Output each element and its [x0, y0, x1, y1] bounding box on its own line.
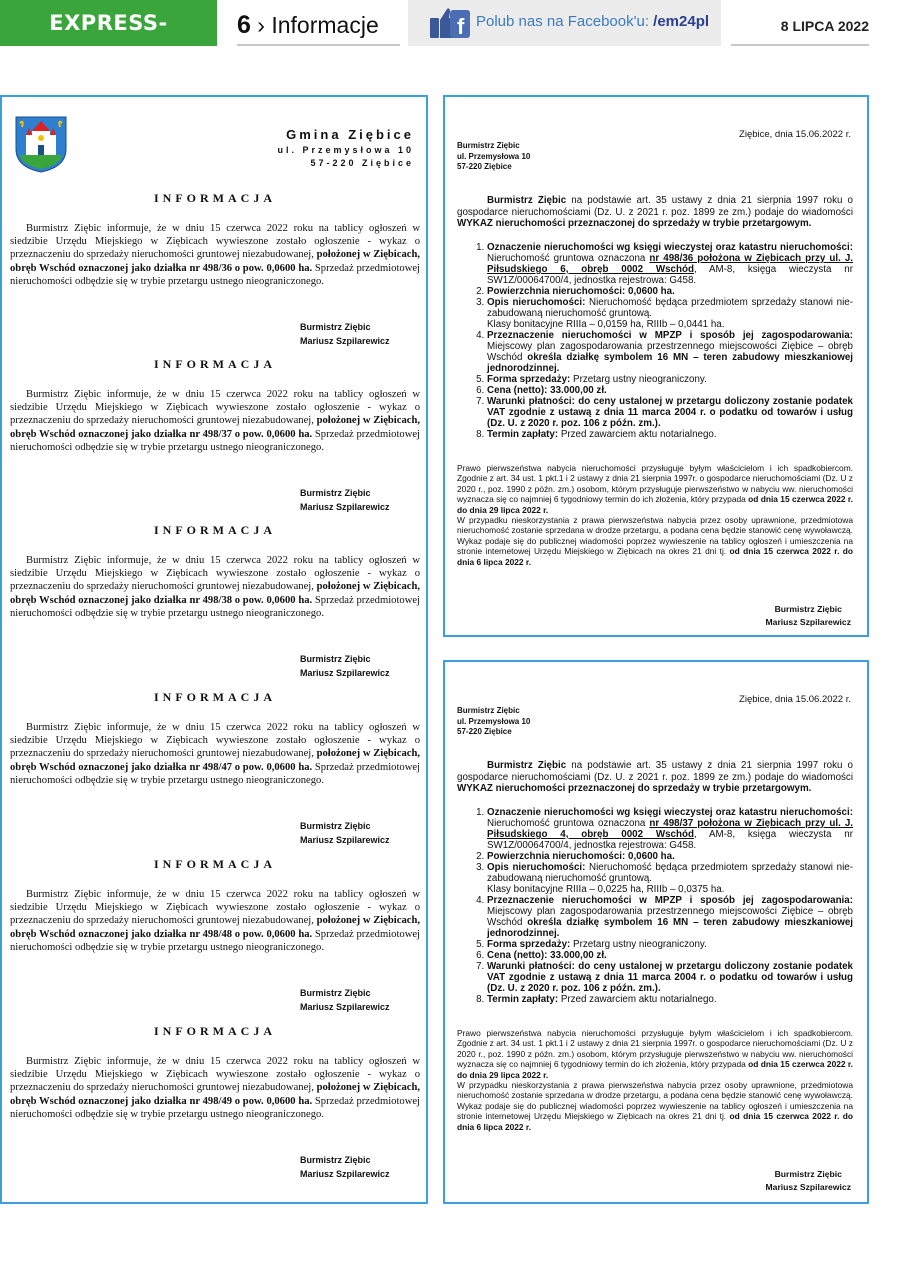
listing-item: 8. Termin zapłaty: Przed zawarciem aktu notarialnego. — [487, 994, 853, 1005]
notice-signature: Burmistrz Ziębic Mariusz Szpilarewicz — [300, 821, 390, 846]
facebook-banner[interactable] — [408, 0, 721, 46]
notice-title: INFORMACJA — [154, 690, 276, 704]
facebook-label: Polub nas na Facebook'u: — [476, 13, 649, 30]
listing-item: 5. Forma sprzedaży: Przetarg ustny nieograniczony. — [487, 374, 853, 385]
notice-signature: Burmistrz Ziębic Mariusz Szpilarewicz — [300, 654, 390, 679]
notice-signature: Burmistrz Ziębic Mariusz Szpilarewicz — [300, 988, 390, 1013]
notice-title: INFORMACJA — [154, 191, 276, 205]
listing-item: 4. Przeznaczenie nieruchomości w MPZP i sposób jej zagospodarowania: Miejscowy plan zagospodarowania przestrzennego miejscowości Ziębice – obręb Wschód określa działkę symbolem 16 MN – teren zabudowy mieszkaniowej jednorodzinnej. — [487, 895, 853, 939]
listing-items — [457, 807, 853, 1005]
listing-intro: Burmistrz Ziębic na podstawie art. 35 ustawy z dnia 21 sierpnia 1997 roku o gospodarce nieruchomościami (Dz. U. z 2021 r. poz. 1899 ze zm.) podaje do wiadomości WYKAZ nieruchomości przeznaczonej do sprzedaży w trybie przetargowym. — [457, 195, 853, 229]
listing-item: 6. Cena (netto): 33.000,00 zł. — [487, 385, 853, 396]
listing-date: Ziębice, dnia 15.06.2022 r. — [739, 694, 851, 705]
notice-title: INFORMACJA — [154, 523, 276, 537]
listing-item: 7. Warunki płatności: do ceny ustalonej w przetargu doliczony zostanie podatek VAT zgodnie z ustawą z dnia 11 marca 2004 r. o podatku od towarów i usług (Dz. U. z 2020 r. poz. 106 z późn. zm.). — [487, 396, 853, 429]
section-arrow: › — [257, 12, 265, 38]
notice-body: Burmistrz Ziębic informuje, że w dniu 15 czerwca 2022 roku na tablicy ogłoszeń w siedzibie Urzędu Miejskiego w Ziębicach wywieszone zostało ogłoszenie - wykaz o przeznaczeniu do sprzedaży nieruchomości gruntowej niezabudowanej, położonej w Ziębicach, obręb Wschód oznaczonej jako działka nr 498/38 o pow. 0,0600 ha. Sprzedaż przedmiotowej nieruchomości odbędzie się w trybie przetargu ustnego nieograniczonego. — [10, 555, 420, 619]
issue-date: 8 LIPCA 2022 — [731, 8, 869, 46]
listing-item: 3. Opis nieruchomości: Nieruchomość będąca przedmiotem sprzedaży stanowi nie-zabudowaną nieruchomość gruntową. Klasy bonitacyjne RIIIa – 0,0225 ha, RIIIb – 0,0375 ha. — [487, 862, 853, 895]
listing-item: 4. Przeznaczenie nieruchomości w MPZP i sposób jej zagospodarowania: Miejscowy plan zagospodarowania przestrzennego miejscowości Ziębice – obręb Wschód określa działkę symbolem 16 MN – teren zabudowy mieszkaniowej jednorodzinnej. — [487, 330, 853, 374]
notice-title: INFORMACJA — [154, 1024, 276, 1038]
listing-address: Burmistrz Ziębic ul. Przemysłowa 10 57-220 Ziębice — [457, 141, 531, 171]
left-notices-panel — [0, 95, 428, 1204]
coat-of-arms-icon — [14, 115, 68, 173]
notice-body: Burmistrz Ziębic informuje, że w dniu 15 czerwca 2022 roku na tablicy ogłoszeń w siedzibie Urzędu Miejskiego w Ziębicach wywieszone zostało ogłoszenie - wykaz o przeznaczeniu do sprzedaży nieruchomości gruntowej niezabudowanej, położonej w Ziębicach, obręb Wschód oznaczonej jako działka nr 498/49 o pow. 0,0600 ha. Sprzedaż przedmiotowej nieruchomości odbędzie się w trybie przetargu ustnego nieograniczonego. — [10, 1056, 420, 1120]
notice-body: Burmistrz Ziębic informuje, że w dniu 15 czerwca 2022 roku na tablicy ogłoszeń w siedzibie Urzędu Miejskiego w Ziębicach wywieszone zostało ogłoszenie - wykaz o przeznaczeniu do sprzedaży nieruchomości gruntowej niezabudowanej, położonej w Ziębicach, obręb Wschód oznaczonej jako działka nr 498/37 o pow. 0,0600 ha. Sprzedaż przedmiotowej nieruchomości odbędzie się w trybie przetargu ustnego nieograniczonego. — [10, 389, 420, 453]
svg-text:f: f — [457, 14, 465, 39]
listing-date: Ziębice, dnia 15.06.2022 r. — [739, 129, 851, 140]
pre-emption-paragraph: Prawo pierwszeństwa nabycia nieruchomości przysługuje byłym właścicielom i ich spadkobiercom. Zgodnie z art. 34 ust. 1 pkt.1 i 2 ustawy z dnia 21 sierpnia 1997r. o gospodarce nieruchomościami (Dz. U z 2020 r., poz. 1990 z późn. zm.) osobom, którym przysługuje pierwszeństwo w nabyciu ww. nieruchomości wyznacza się co najmniej 6 tygodniowy termin do ich złożenia, który przypada od dnia 15 czerwca 2022 r. do dnia 29 lipca 2022 r. W przypadku nieskorzystania z prawa pierwszeństwa nabycia przez osoby uprawnione, przedmiotowa nieruchomość zostanie sprzedana w drodze przetargu, a podana cena będzie stanowić cenę wywoławczą. Wykaz podaje się do publicznej wiadomości poprzez wywieszenie na tablicy ogłoszeń i umieszczenia na stronie internetowej Urzędu Miejskiego w Ziębicach na okres 21 dni tj. od dnia 15 czerwca 2022 r. do dnia 6 lipca 2022 r. — [457, 463, 854, 567]
gmina-name: Gmina Ziębice — [286, 127, 414, 142]
property-listing-panel — [443, 660, 869, 1204]
notice-title: INFORMACJA — [154, 357, 276, 371]
section-title: Informacje — [271, 12, 379, 38]
listing-item: 3. Opis nieruchomości: Nieruchomość będąca przedmiotem sprzedaży stanowi nie-zabudowaną nieruchomość gruntową. Klasy bonitacyjne RIIIa – 0,0159 ha, RIIIb – 0,0441 ha. — [487, 297, 853, 330]
listing-item: 5. Forma sprzedaży: Przetarg ustny nieograniczony. — [487, 939, 853, 950]
listing-signature: Burmistrz Ziębic Mariusz Szpilarewicz — [765, 1169, 851, 1192]
listing-item: 1. Oznaczenie nieruchomości wg księgi wieczystej oraz katastru nieruchomości: Nieruchomość gruntowa oznaczona nr 498/37 położona w Ziębicach przy ul. J. Piłsudskiego 4, obręb 0002 Wschód, AM-8, księga wieczysta nr SW1Z/00064700/4, jednostka rejestrowa: G458. — [487, 807, 853, 851]
notice-signature: Burmistrz Ziębic Mariusz Szpilarewicz — [300, 1155, 390, 1180]
notice-body: Burmistrz Ziębic informuje, że w dniu 15 czerwca 2022 roku na tablicy ogłoszeń w siedzibie Urzędu Miejskiego w Ziębicach wywieszone zostało ogłoszenie - wykaz o przeznaczeniu do sprzedaży nieruchomości gruntowej niezabudowanej, położonej w Ziębicach, obręb Wschód oznaczonej jako działka nr 498/36 o pow. 0,0600 ha. Sprzedaż przedmiotowej nieruchomości odbędzie się w trybie przetargu ustnego nieograniczonego. — [10, 223, 420, 287]
site-logo[interactable]: EXPRESS-MIEJSKI.PL — [0, 0, 217, 46]
notice-signature: Burmistrz Ziębic Mariusz Szpilarewicz — [300, 488, 390, 513]
facebook-text — [476, 13, 709, 30]
notice-body: Burmistrz Ziębic informuje, że w dniu 15 czerwca 2022 roku na tablicy ogłoszeń w siedzibie Urzędu Miejskiego w Ziębicach wywieszone zostało ogłoszenie - wykaz o przeznaczeniu do sprzedaży nieruchomości gruntowej niezabudowanej, położonej w Ziębicach, obręb Wschód oznaczonej jako działka nr 498/47 o pow. 0,0600 ha. Sprzedaż przedmiotowej nieruchomości odbędzie się w trybie przetargu ustnego nieograniczonego. — [10, 722, 420, 786]
section-header — [237, 8, 400, 46]
notice-signature: Burmistrz Ziębic Mariusz Szpilarewicz — [300, 322, 390, 347]
listing-item: 7. Warunki płatności: do ceny ustalonej w przetargu doliczony zostanie podatek VAT zgodnie z ustawą z dnia 11 marca 2004 r. o podatku od towarów i usług (Dz. U. z 2020 r. poz. 106 z późn. zm.). — [487, 961, 853, 994]
facebook-like-icon — [430, 6, 470, 40]
information-notice — [10, 523, 420, 680]
notice-body: Burmistrz Ziębic informuje, że w dniu 15 czerwca 2022 roku na tablicy ogłoszeń w siedzibie Urzędu Miejskiego w Ziębicach wywieszone zostało ogłoszenie - wykaz o przeznaczeniu do sprzedaży nieruchomości gruntowej niezabudowanej, położonej w Ziębicach, obręb Wschód oznaczonej jako działka nr 498/48 o pow. 0,0600 ha. Sprzedaż przedmiotowej nieruchomości odbędzie się w trybie przetargu ustnego nieograniczonego. — [10, 889, 420, 953]
gmina-address-line2: 57-220 Ziębice — [310, 158, 414, 168]
listing-item: 2. Powierzchnia nieruchomości: 0,0600 ha. — [487, 851, 853, 862]
listing-signature: Burmistrz Ziębic Mariusz Szpilarewicz — [765, 604, 851, 627]
information-notice — [10, 1024, 420, 1181]
listing-item: 6. Cena (netto): 33.000,00 zł. — [487, 950, 853, 961]
property-listing-panel — [443, 95, 869, 637]
gmina-heading — [277, 127, 414, 168]
information-notice — [10, 857, 420, 1014]
facebook-handle[interactable]: /em24pl — [653, 13, 710, 30]
notice-title: INFORMACJA — [154, 857, 276, 871]
page-number: 6 — [237, 11, 251, 39]
information-notice — [10, 191, 420, 348]
listing-address: Burmistrz Ziębic ul. Przemysłowa 10 57-220 Ziębice — [457, 706, 531, 736]
listing-items — [457, 242, 853, 440]
pre-emption-paragraph: Prawo pierwszeństwa nabycia nieruchomości przysługuje byłym właścicielom i ich spadkobiercom. Zgodnie z art. 34 ust. 1 pkt.1 i 2 ustawy z dnia 21 sierpnia 1997r. o gospodarce nieruchomościami (Dz. U z 2020 r., poz. 1990 z późn. zm.) osobom, którym przysługuje pierwszeństwo w nabyciu ww. nieruchomości wyznacza się co najmniej 6 tygodniowy termin do ich złożenia, który przypada od dnia 15 czerwca 2022 r. do dnia 29 lipca 2022 r. W przypadku nieskorzystania z prawa pierwszeństwa nabycia przez osoby uprawnione, przedmiotowa nieruchomość zostanie sprzedana w drodze przetargu, a podana cena będzie stanowić cenę wywoławczą. Wykaz podaje się do publicznej wiadomości poprzez wywieszenie na tablicy ogłoszeń i umieszczenia na stronie internetowej Urzędu Miejskiego w Ziębicach na okres 21 dni tj. od dnia 15 czerwca 2022 r. do dnia 6 lipca 2022 r. — [457, 1028, 854, 1132]
listing-item: 8. Termin zapłaty: Przed zawarciem aktu notarialnego. — [487, 429, 853, 440]
information-notice — [10, 690, 420, 847]
information-notice — [10, 357, 420, 514]
listing-item: 2. Powierzchnia nieruchomości: 0,0600 ha. — [487, 286, 853, 297]
listing-item: 1. Oznaczenie nieruchomości wg księgi wieczystej oraz katastru nieruchomości: Nieruchomość gruntowa oznaczona nr 498/36 położona w Ziębicach przy ul. J. Piłsudskiego 6, obręb 0002 Wschód, AM-8, księga wieczysta nr SW1Z/00064700/4, jednostka rejestrowa: G458. — [487, 242, 853, 286]
listing-intro: Burmistrz Ziębic na podstawie art. 35 ustawy z dnia 21 sierpnia 1997 roku o gospodarce nieruchomościami (Dz. U. z 2021 r. poz. 1899 ze zm.) podaje do wiadomości WYKAZ nieruchomości przeznaczonej do sprzedaży w trybie przetargowym. — [457, 760, 853, 794]
gmina-address-line1: ul. Przemysłowa 10 — [277, 145, 414, 155]
